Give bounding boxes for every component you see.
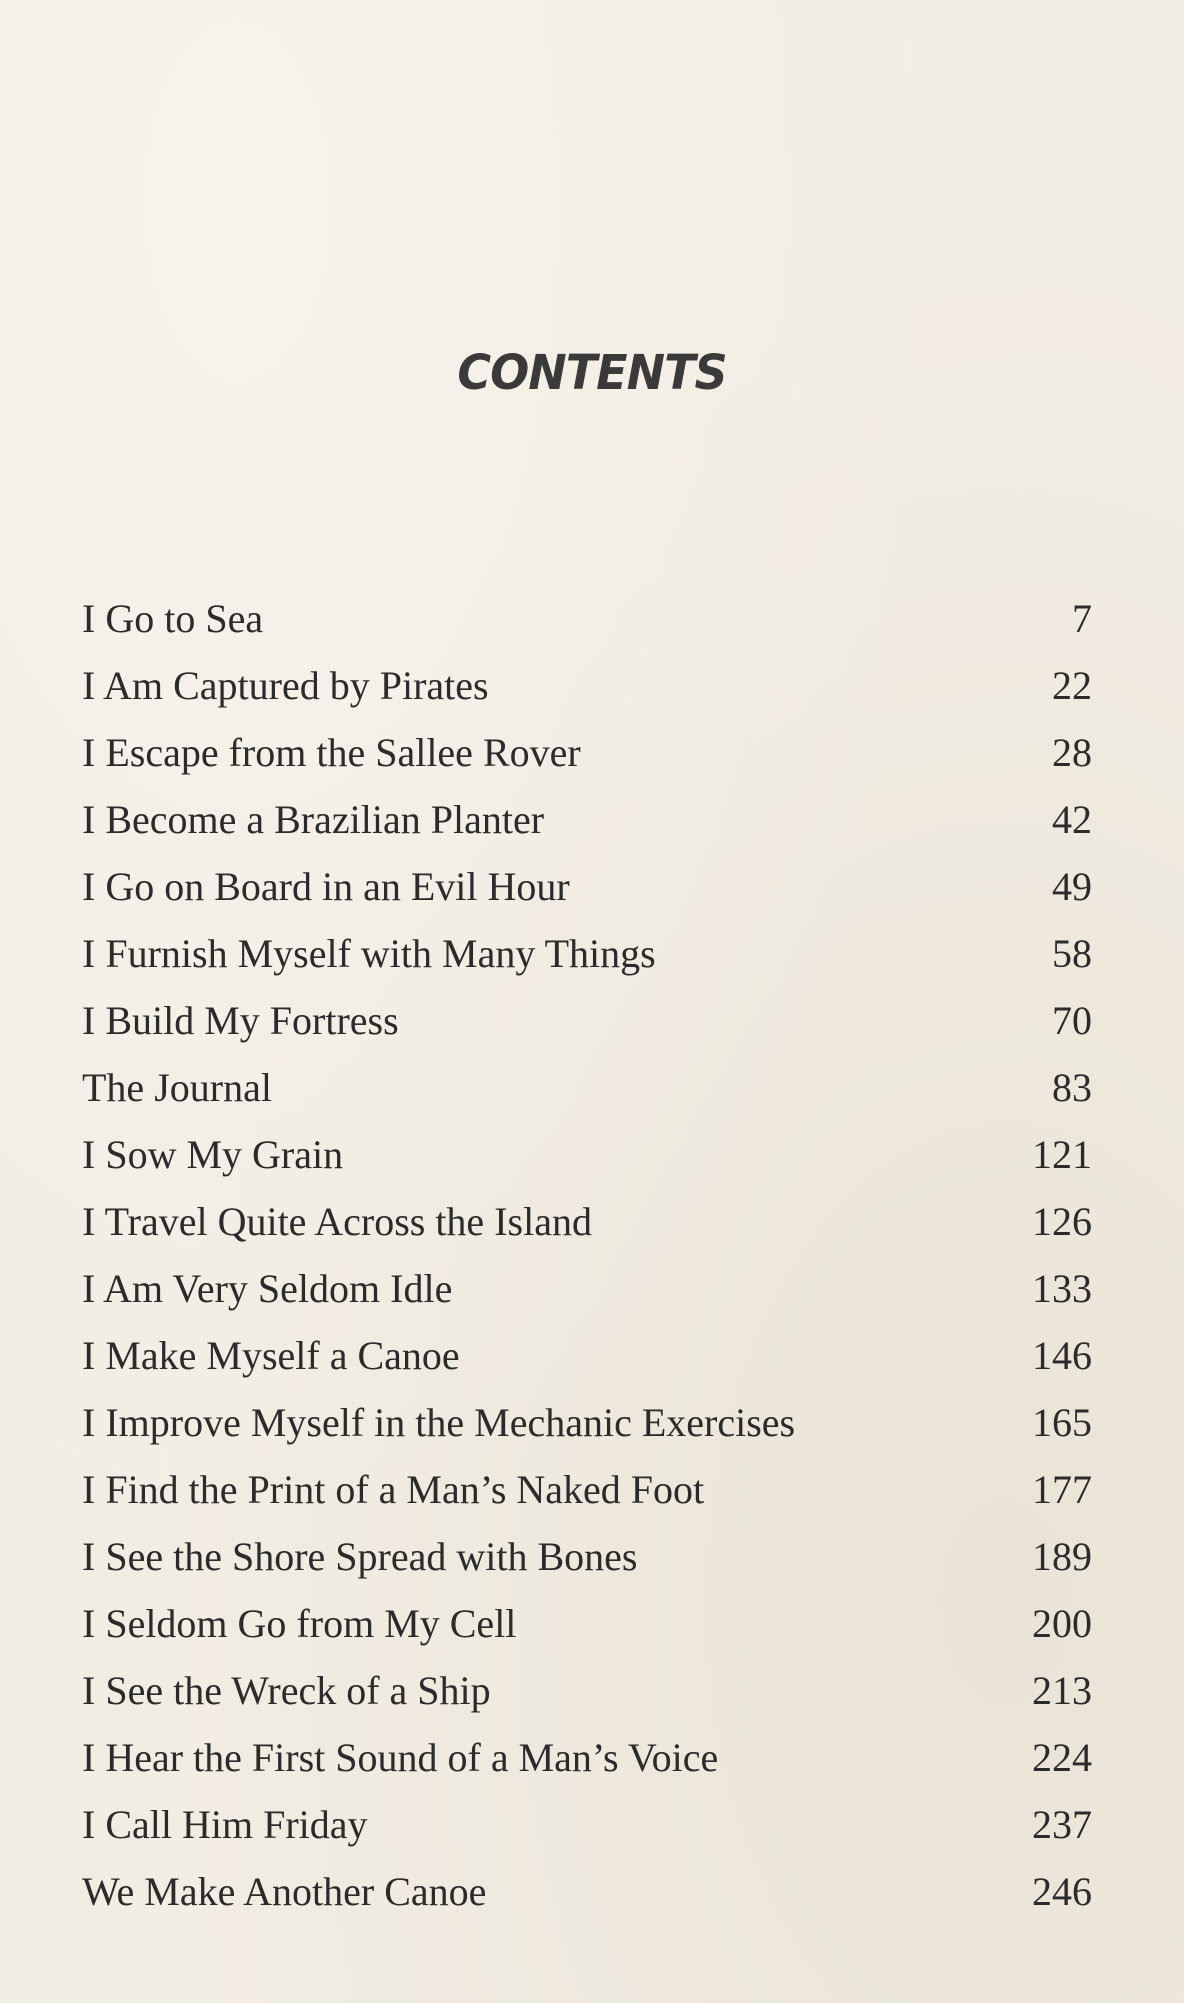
toc-entry-title: I Hear the First Sound of a Man’s Voice	[82, 1735, 719, 1780]
toc-entry-page: 224	[1032, 1735, 1092, 1780]
toc-entry-page: 121	[1032, 1132, 1092, 1177]
toc-entry-title: I Furnish Myself with Many Things	[82, 931, 656, 976]
toc-entry	[82, 1255, 1092, 1322]
toc-entry	[82, 652, 1092, 719]
contents-heading: CONTENTS	[457, 343, 727, 401]
toc-entry-title: I See the Wreck of a Ship	[82, 1668, 491, 1713]
toc-entry-page: 237	[1032, 1802, 1092, 1847]
toc-entry	[82, 1456, 1092, 1523]
toc-entry-page: 58	[1052, 931, 1092, 976]
toc-entry	[82, 853, 1092, 920]
toc-entry-page: 200	[1032, 1601, 1092, 1646]
toc-entry	[82, 920, 1092, 987]
toc-entry-title: I Make Myself a Canoe	[82, 1333, 460, 1378]
toc-entry-title: I Am Captured by Pirates	[82, 663, 489, 708]
toc-entry	[82, 719, 1092, 786]
toc-entry	[82, 987, 1092, 1054]
toc-entry-page: 83	[1052, 1065, 1092, 1110]
toc-entry-page: 49	[1052, 864, 1092, 909]
toc-entry-title: I See the Shore Spread with Bones	[82, 1534, 638, 1579]
toc-entry-page: 146	[1032, 1333, 1092, 1378]
toc-entry-page: 189	[1032, 1534, 1092, 1579]
toc-entry-page: 28	[1052, 730, 1092, 775]
toc-entry-title: I Sow My Grain	[82, 1132, 344, 1177]
toc-entry-page: 246	[1032, 1869, 1092, 1914]
toc-entry-title: I Find the Print of a Man’s Naked Foot	[82, 1467, 705, 1512]
toc-entry	[82, 1121, 1092, 1188]
toc-entry-title: I Become a Brazilian Planter	[82, 797, 545, 842]
toc-entry-page: 70	[1052, 998, 1092, 1043]
toc-entry-title: I Build My Fortress	[82, 998, 399, 1043]
toc-entry	[82, 786, 1092, 853]
toc-entry	[82, 1389, 1092, 1456]
toc-entry-title: I Seldom Go from My Cell	[82, 1601, 517, 1646]
toc-entry	[82, 1657, 1092, 1724]
toc-entry-page: 213	[1032, 1668, 1092, 1713]
toc-entry-title: I Escape from the Sallee Rover	[82, 730, 581, 775]
toc-entry-page: 22	[1052, 663, 1092, 708]
toc-entry	[82, 1858, 1092, 1925]
toc-entry	[82, 1523, 1092, 1590]
toc-entry-title: I Go on Board in an Evil Hour	[82, 864, 570, 909]
toc-entry-page: 177	[1032, 1467, 1092, 1512]
toc-entry	[82, 1188, 1092, 1255]
toc-entry-title: I Call Him Friday	[82, 1802, 368, 1847]
toc-entry-page: 7	[1072, 596, 1092, 641]
toc-entry-title: I Travel Quite Across the Island	[82, 1199, 592, 1244]
toc-entry	[82, 1791, 1092, 1858]
toc-entry-page: 133	[1032, 1266, 1092, 1311]
table-of-contents	[82, 585, 1092, 1925]
toc-entry-title: I Go to Sea	[82, 596, 264, 641]
toc-entry-title: I Am Very Seldom Idle	[82, 1266, 453, 1311]
toc-entry	[82, 1054, 1092, 1121]
toc-entry-page: 126	[1032, 1199, 1092, 1244]
toc-entry-title: The Journal	[82, 1065, 272, 1110]
toc-entry-title: We Make Another Canoe	[82, 1869, 487, 1914]
toc-entry	[82, 585, 1092, 652]
toc-entry-page: 42	[1052, 797, 1092, 842]
toc-entry-title: I Improve Myself in the Mechanic Exercises	[82, 1400, 796, 1445]
toc-entry	[82, 1724, 1092, 1791]
toc-entry	[82, 1322, 1092, 1389]
toc-entry	[82, 1590, 1092, 1657]
toc-entry-page: 165	[1032, 1400, 1092, 1445]
